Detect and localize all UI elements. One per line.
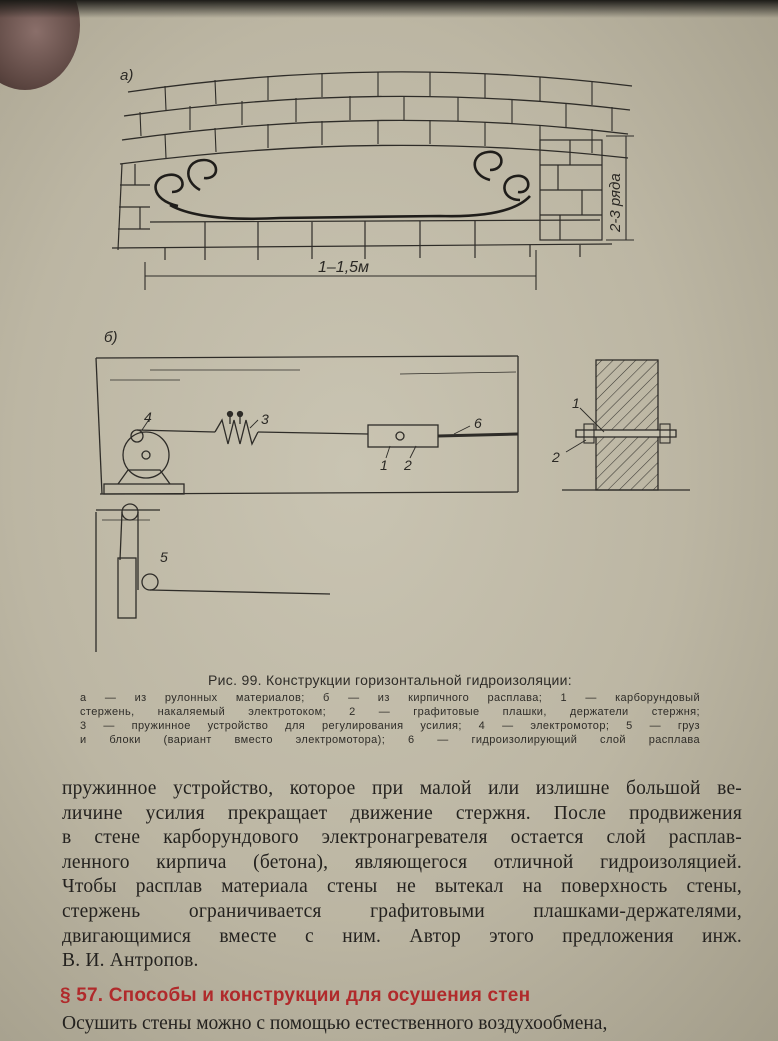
- section-heading: § 57. Способы и конструкции для осушения стен: [60, 985, 531, 1006]
- body-line: пружинное устройство, которое при малой или излишне большой ве-: [62, 778, 742, 799]
- next-paragraph-start: Осушить стены можно с помощью естественного воздухообмена,: [62, 1013, 608, 1034]
- panel-a-label: а): [120, 67, 134, 84]
- body-line: стержень ограничивается графитовыми плашками-держателями,: [62, 900, 742, 922]
- callout-1: 1: [380, 457, 388, 473]
- callout-4: 4: [144, 409, 152, 425]
- body-line: личине усилия прекращает движение стержня. После продвижения: [62, 802, 742, 824]
- side-callout-2: 2: [552, 449, 560, 465]
- panel-b: [96, 329, 690, 652]
- dimension-lines: [145, 136, 634, 290]
- caption-line: стержень, накаляемый электротоком; 2 — графитовые плашки, держатели стержня;: [80, 706, 700, 718]
- dimension-rows: 2-3 ряда: [607, 173, 624, 232]
- roll-insulation: [156, 152, 530, 219]
- figure-caption: [80, 672, 700, 747]
- wall-section: [562, 360, 690, 490]
- graphite-holder: [142, 418, 518, 458]
- weight-pulley-variant: [96, 504, 330, 652]
- caption-legend: [80, 691, 700, 747]
- body-line: Чтобы расплав материала стены не вытекал на поверхность стены,: [62, 876, 742, 898]
- side-callout-1: 1: [572, 395, 580, 411]
- callout-6: 6: [474, 415, 482, 431]
- caption-line: 3 — пружинное устройство для регулирования усилия; 4 — электромотор; 5 — груз: [80, 720, 700, 732]
- left-wall: [118, 164, 150, 250]
- dimension-span: 1–1,5м: [318, 259, 370, 276]
- body-line: В. И. Антропов.: [62, 950, 199, 972]
- electromotor: [104, 430, 215, 494]
- panel-b-label: б): [104, 329, 118, 346]
- callout-5: 5: [160, 549, 168, 565]
- body-line: в стене карборундового электронагревателя остается слой расплав-: [62, 827, 742, 849]
- callout-3: 3: [261, 411, 269, 427]
- caption-title: Рис. 99. Конструкции горизонтальной гидроизоляции:: [208, 672, 572, 688]
- body-line: ленного кирпича (бетона), являющегося отличной гидроизоляцией.: [62, 851, 742, 873]
- spring-device: [215, 412, 368, 445]
- body-line: двигающимися вместе с ним. Автор этого предложения инж.: [62, 925, 742, 947]
- panel-a: [112, 67, 634, 290]
- body-paragraph: [62, 777, 742, 974]
- right-wall: [540, 140, 602, 240]
- bottom-course: [112, 220, 612, 260]
- brick-arch: [120, 72, 632, 164]
- callout-2: 2: [404, 457, 412, 473]
- caption-line: и блоки (вариант вместо электромотора); 6 — гидроизолирующий слой расплава: [80, 734, 700, 746]
- caption-line: а — из рулонных материалов; б — из кирпичного расплава; 1 — карборундовый: [80, 692, 700, 704]
